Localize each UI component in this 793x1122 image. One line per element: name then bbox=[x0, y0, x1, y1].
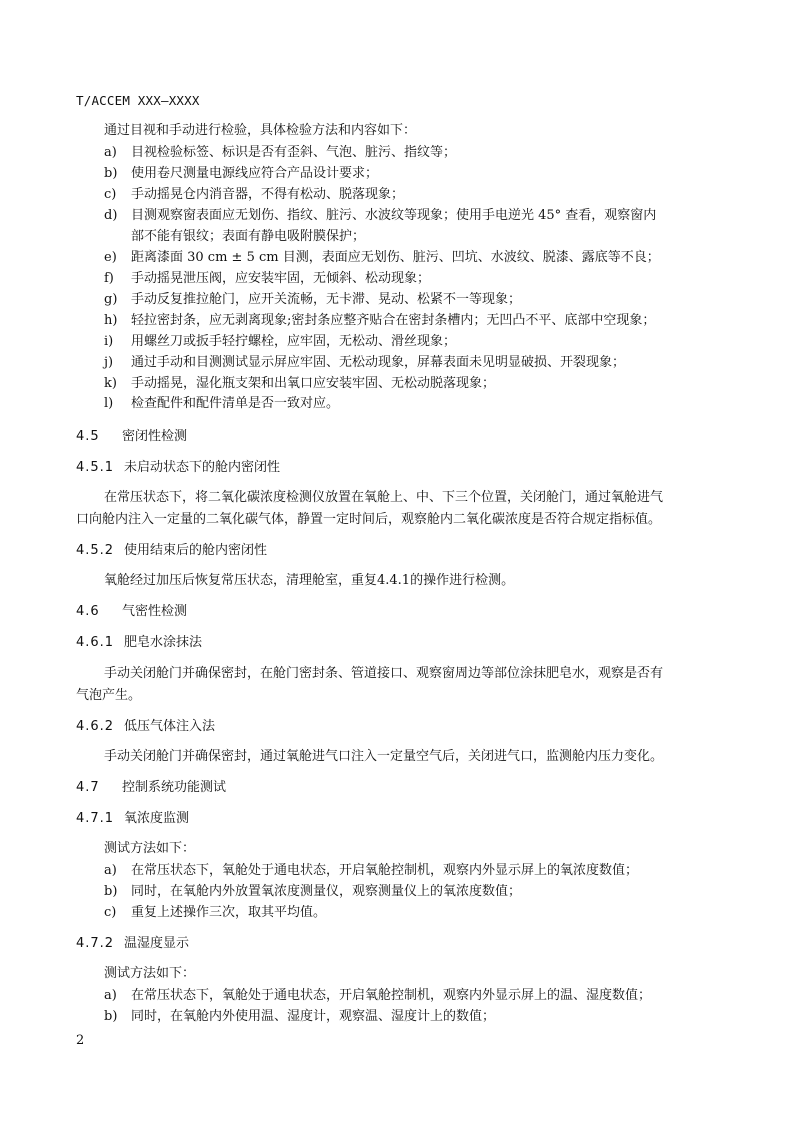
list-text: 同时，在氧舱内外放置氧浓度测量仪，观察测量仪上的氧浓度数值； bbox=[131, 884, 522, 899]
section-heading-4-6-2 bbox=[76, 718, 215, 736]
section-title: 肥皂水涂抹法 bbox=[124, 635, 203, 650]
section-title: 气密性检测 bbox=[122, 604, 188, 619]
list-marker: b) bbox=[104, 1009, 118, 1024]
section-number: 4.7.2 bbox=[76, 936, 115, 951]
list-text: 同时，在氧舱内外使用温、湿度计，观察温、湿度计上的数值； bbox=[131, 1009, 496, 1024]
section-number: 4.6.1 bbox=[76, 635, 115, 650]
section-title: 未启动状态下的舱内密闭性 bbox=[124, 460, 281, 475]
section-heading-4-5 bbox=[76, 428, 187, 446]
list-text: 距离漆面 30 cm ± 5 cm 目测，表面应无划伤、脏污、凹坑、水波纹、脱漆、露底等不良； bbox=[131, 250, 660, 265]
list-marker: a) bbox=[104, 145, 117, 160]
list-marker: h) bbox=[104, 313, 118, 328]
list-text: 手动摇晃，湿化瓶支架和出氧口应安装牢固、无松动脱落现象； bbox=[131, 376, 496, 391]
section-number: 4.6.2 bbox=[76, 719, 115, 734]
list-text: 目视检验标签、标识是否有歪斜、气泡、脏污、指纹等； bbox=[131, 145, 457, 160]
list-marker: d) bbox=[104, 208, 118, 223]
paragraph-line: 测试方法如下： bbox=[104, 841, 196, 856]
section-heading-4-5-2 bbox=[76, 542, 267, 560]
section-number: 4.7.1 bbox=[76, 811, 115, 826]
section-heading-4-7-2 bbox=[76, 935, 189, 953]
paragraph-line: 口向舱内注入一定量的二氧化碳气体，静置一定时间后，观察舱内二氧化碳浓度是否符合规定指标值。 bbox=[76, 512, 662, 527]
list-text: 手动摇晃泄压阀，应安装牢固，无倾斜、松动现象； bbox=[131, 271, 431, 286]
list-marker: a) bbox=[104, 988, 117, 1003]
list-marker: f) bbox=[104, 271, 114, 286]
list-text: 使用卷尺测量电源线应符合产品设计要求； bbox=[131, 166, 379, 181]
list-marker: g) bbox=[104, 292, 118, 307]
list-marker: b) bbox=[104, 166, 118, 181]
list-marker: e) bbox=[104, 250, 117, 265]
section-number: 4.5.1 bbox=[76, 460, 115, 475]
section-title: 温湿度显示 bbox=[124, 936, 190, 951]
list-marker: k) bbox=[104, 376, 117, 391]
list-text: 在常压状态下，氧舱处于通电状态，开启氧舱控制机，观察内外显示屏上的氧浓度数值； bbox=[131, 863, 639, 878]
paragraph-line: 氧舱经过加压后恢复常压状态，清理舱室，重复4.4.1的操作进行检测。 bbox=[104, 573, 515, 588]
section-heading-4-7 bbox=[76, 779, 226, 797]
section-number: 4.5 bbox=[76, 429, 100, 444]
list-text: 轻拉密封条，应无剥离现象;密封条应整齐贴合在密封条槽内；无凹凸不平、底部中空现象； bbox=[131, 313, 656, 328]
list-marker: c) bbox=[104, 905, 117, 920]
section-title: 控制系统功能测试 bbox=[122, 780, 227, 795]
list-marker: j) bbox=[104, 355, 114, 370]
paragraph-line: 气泡产生。 bbox=[76, 688, 142, 703]
paragraph-line: 手动关闭舱门并确保密封，在舱门密封条、管道接口、观察窗周边等部位涂抹肥皂水，观察是否有 bbox=[104, 666, 664, 681]
section-number: 4.5.2 bbox=[76, 543, 115, 558]
section-heading-4-7-1 bbox=[76, 810, 189, 828]
list-text: 用螺丝刀或扳手轻拧螺栓，应牢固，无松动、滑丝现象； bbox=[131, 334, 457, 349]
inspection-intro: 通过目视和手动进行检验，具体检验方法和内容如下： bbox=[104, 123, 417, 138]
list-marker: l) bbox=[104, 396, 114, 411]
section-number: 4.7 bbox=[76, 780, 100, 795]
section-heading-4-6 bbox=[76, 603, 187, 621]
paragraph-line: 测试方法如下： bbox=[104, 966, 196, 981]
section-title: 密闭性检测 bbox=[122, 429, 188, 444]
section-heading-4-5-1 bbox=[76, 459, 280, 477]
list-text: 检查配件和配件清单是否一致对应。 bbox=[131, 396, 340, 411]
page-number: 2 bbox=[76, 1033, 85, 1048]
section-title: 使用结束后的舱内密闭性 bbox=[124, 543, 268, 558]
paragraph-line: 手动关闭舱门并确保密封，通过氧舱进气口注入一定量空气后，关闭进气口，监测舱内压力变化。 bbox=[104, 749, 664, 764]
list-marker: b) bbox=[104, 884, 118, 899]
section-number: 4.6 bbox=[76, 604, 100, 619]
list-text: 手动摇晃仓内消音器，不得有松动、脱落现象； bbox=[131, 187, 405, 202]
list-marker: a) bbox=[104, 863, 117, 878]
paragraph-line: 在常压状态下，将二氧化碳浓度检测仪放置在氧舱上、中、下三个位置，关闭舱门，通过氧舱进气 bbox=[104, 490, 664, 505]
section-heading-4-6-1 bbox=[76, 634, 202, 652]
list-text: 部不能有银纹；表面有静电吸附膜保护； bbox=[131, 229, 366, 244]
section-title: 低压气体注入法 bbox=[124, 719, 216, 734]
list-text: 通过手动和目测测试显示屏应牢固、无松动现象，屏幕表面未见明显破损、开裂现象； bbox=[131, 355, 626, 370]
list-text: 重复上述操作三次，取其平均值。 bbox=[131, 905, 327, 920]
list-text: 在常压状态下，氧舱处于通电状态，开启氧舱控制机，观察内外显示屏上的温、湿度数值； bbox=[131, 988, 652, 1003]
section-title: 氧浓度监测 bbox=[124, 811, 190, 826]
list-marker: c) bbox=[104, 187, 117, 202]
standard-code: T/ACCEM XXX—XXXX bbox=[76, 93, 200, 108]
list-text: 目测观察窗表面应无划伤、指纹、脏污、水波纹等现象；使用手电逆光 45° 查看，观察窗内 bbox=[131, 208, 657, 223]
list-marker: i) bbox=[104, 334, 114, 349]
list-text: 手动反复推拉舱门，应开关流畅，无卡滞、晃动、松紧不一等现象； bbox=[131, 292, 522, 307]
